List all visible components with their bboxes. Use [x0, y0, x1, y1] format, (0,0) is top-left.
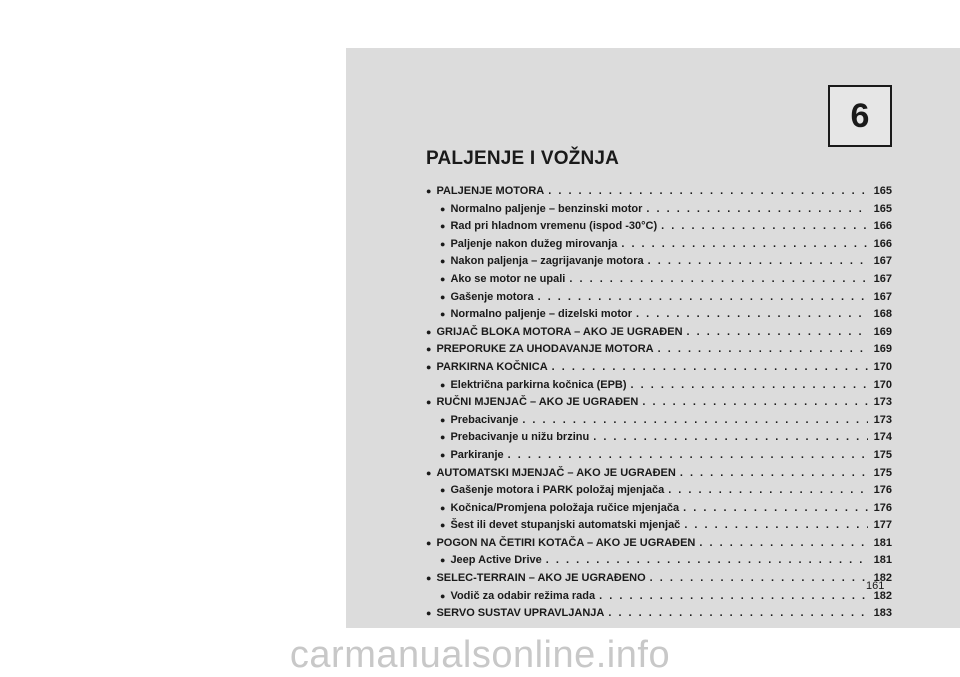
bullet-icon: ●: [440, 555, 446, 566]
toc-entry[interactable]: [426, 183, 892, 201]
dot-leader: [668, 482, 868, 500]
dot-leader: [661, 218, 868, 236]
dot-leader: [552, 359, 868, 377]
bullet-icon: ●: [426, 344, 432, 355]
toc-entry[interactable]: [426, 377, 892, 395]
toc-entry-page: 165: [873, 202, 892, 215]
toc-entry[interactable]: [426, 500, 892, 518]
toc-entry-label: SERVO SUSTAV UPRAVLJANJA: [436, 607, 605, 620]
toc-entry-page: 175: [873, 448, 892, 461]
toc-entry-label: Parkiranje: [450, 448, 504, 461]
toc-entry-page: 183: [873, 607, 892, 620]
toc-entry[interactable]: [426, 517, 892, 535]
bullet-icon: ●: [440, 379, 446, 390]
bullet-icon: ●: [426, 397, 432, 408]
toc-entry[interactable]: [426, 482, 892, 500]
dot-leader: [508, 447, 868, 465]
bullet-icon: ●: [426, 608, 432, 619]
toc-entry-label: Gašenje motora: [450, 290, 534, 303]
toc-entry[interactable]: [426, 570, 892, 588]
dot-leader: [658, 341, 868, 359]
toc-entry[interactable]: [426, 429, 892, 447]
dot-leader: [608, 605, 868, 623]
toc-entry-label: Paljenje nakon dužeg mirovanja: [450, 237, 618, 250]
toc-entry-label: Prebacivanje u nižu brzinu: [450, 431, 590, 444]
toc-entry[interactable]: [426, 412, 892, 430]
toc-entry-page: 173: [873, 396, 892, 409]
toc-entry-label: Normalno paljenje – dizelski motor: [450, 308, 632, 321]
chapter-title: PALJENJE I VOŽNJA: [426, 148, 620, 169]
toc-entry-label: Vodič za odabir režima rada: [450, 589, 596, 602]
dot-leader: [636, 306, 868, 324]
toc-entry-page: 181: [873, 536, 892, 549]
toc-entry-label: Električna parkirna kočnica (EPB): [450, 378, 627, 391]
chapter-number-box: [828, 85, 892, 147]
toc-entry-label: SELEC-TERRAIN – AKO JE UGRAĐENO: [436, 572, 646, 585]
toc-entry-page: 173: [873, 413, 892, 426]
toc-entry-label: PALJENJE MOTORA: [436, 185, 545, 197]
dot-leader: [546, 552, 868, 570]
toc-entry[interactable]: [426, 271, 892, 289]
toc-entry[interactable]: [426, 588, 892, 606]
toc-entry-page: 182: [873, 589, 892, 602]
toc-entry-page: 175: [873, 466, 892, 479]
toc-entry-page: 176: [873, 501, 892, 514]
dot-leader: [683, 500, 868, 518]
toc-entry-label: PREPORUKE ZA UHODAVANJE MOTORA: [436, 343, 654, 356]
dot-leader: [569, 271, 868, 289]
bullet-icon: ●: [426, 186, 432, 196]
toc-entry-label: Jeep Active Drive: [450, 554, 542, 567]
table-of-contents: [426, 183, 892, 623]
bullet-icon: ●: [440, 502, 446, 513]
toc-entry-label: Rad pri hladnom vremenu (ispod -30°C): [450, 220, 658, 233]
toc-entry[interactable]: [426, 552, 892, 570]
toc-entry-label: RUČNI MJENJAČ – AKO JE UGRAĐEN: [436, 396, 639, 409]
toc-entry-page: 168: [873, 308, 892, 321]
toc-entry[interactable]: [426, 218, 892, 236]
toc-entry-label: Normalno paljenje – benzinski motor: [450, 202, 643, 215]
toc-entry-label: Šest ili devet stupanjski automatski mjenjač: [450, 519, 681, 532]
toc-entry[interactable]: [426, 324, 892, 342]
dot-leader: [621, 236, 868, 254]
toc-entry-label: POGON NA ČETIRI KOTAČA – AKO JE UGRAĐEN: [436, 536, 696, 549]
toc-entry-page: 167: [873, 255, 892, 268]
bullet-icon: ●: [440, 414, 446, 425]
toc-entry-page: 174: [873, 431, 892, 444]
toc-entry[interactable]: [426, 605, 892, 623]
bullet-icon: ●: [426, 537, 432, 548]
dot-leader: [680, 465, 868, 483]
toc-entry-page: 169: [873, 343, 892, 356]
bullet-icon: ●: [426, 573, 432, 584]
toc-entry[interactable]: [426, 341, 892, 359]
dot-leader: [650, 570, 868, 588]
toc-entry-label: PARKIRNA KOČNICA: [436, 360, 548, 373]
dot-leader: [599, 588, 868, 606]
dot-leader: [699, 535, 868, 553]
dot-leader: [687, 324, 868, 342]
toc-entry-label: Ako se motor ne upali: [450, 272, 566, 285]
toc-entry-page: 167: [873, 272, 892, 285]
toc-entry-page: 169: [873, 325, 892, 338]
bullet-icon: ●: [426, 361, 432, 372]
toc-entry-page: 165: [873, 185, 892, 197]
toc-entry[interactable]: [426, 201, 892, 219]
dot-leader: [631, 377, 868, 395]
dot-leader: [684, 517, 868, 535]
toc-entry-label: Nakon paljenja – zagrijavanje motora: [450, 255, 644, 268]
toc-entry[interactable]: [426, 253, 892, 271]
watermark: carmanualsonline.info: [289, 634, 671, 676]
toc-entry[interactable]: [426, 465, 892, 483]
toc-entry[interactable]: [426, 394, 892, 412]
toc-entry-page: 170: [873, 360, 892, 373]
chapter-number: 6: [850, 96, 870, 135]
bullet-icon: ●: [440, 256, 446, 267]
toc-entry[interactable]: [426, 289, 892, 307]
dot-leader: [593, 429, 868, 447]
bullet-icon: ●: [440, 203, 446, 214]
toc-entry[interactable]: [426, 236, 892, 254]
dot-leader: [548, 183, 868, 201]
bullet-icon: ●: [440, 449, 446, 460]
toc-entry-page: 166: [873, 237, 892, 250]
toc-entry-page: 166: [873, 220, 892, 233]
bullet-icon: ●: [440, 273, 446, 284]
toc-entry[interactable]: [426, 306, 892, 324]
bullet-icon: ●: [440, 238, 446, 249]
dot-leader: [642, 394, 868, 412]
bullet-icon: ●: [440, 520, 446, 531]
dot-leader: [646, 201, 868, 219]
bullet-icon: ●: [426, 326, 432, 337]
toc-entry[interactable]: [426, 535, 892, 553]
bullet-icon: ●: [440, 590, 446, 601]
toc-entry-label: Prebacivanje: [450, 413, 519, 426]
toc-entry-label: Kočnica/Promjena položaja ručice mjenjača: [450, 501, 680, 514]
toc-entry[interactable]: [426, 447, 892, 465]
page-number: 161: [866, 580, 885, 592]
dot-leader: [648, 253, 868, 271]
toc-entry-page: 182: [873, 572, 892, 585]
toc-entry-label: AUTOMATSKI MJENJAČ – AKO JE UGRAĐEN: [436, 466, 676, 479]
dot-leader: [538, 289, 868, 307]
bullet-icon: ●: [440, 309, 446, 320]
bullet-icon: ●: [440, 291, 446, 302]
toc-entry-label: Gašenje motora i PARK položaj mjenjača: [450, 484, 665, 497]
bullet-icon: ●: [440, 221, 446, 232]
toc-entry-page: 167: [873, 290, 892, 303]
bullet-icon: ●: [426, 467, 432, 478]
manual-page: [346, 48, 960, 628]
toc-entry-page: 181: [873, 554, 892, 567]
toc-entry-page: 177: [873, 519, 892, 532]
toc-entry-page: 170: [873, 378, 892, 391]
bullet-icon: ●: [440, 432, 446, 443]
dot-leader: [522, 412, 868, 430]
toc-entry-page: 176: [873, 484, 892, 497]
toc-entry[interactable]: [426, 359, 892, 377]
bullet-icon: ●: [440, 485, 446, 496]
toc-entry-label: GRIJAČ BLOKA MOTORA – AKO JE UGRAĐEN: [436, 325, 683, 338]
